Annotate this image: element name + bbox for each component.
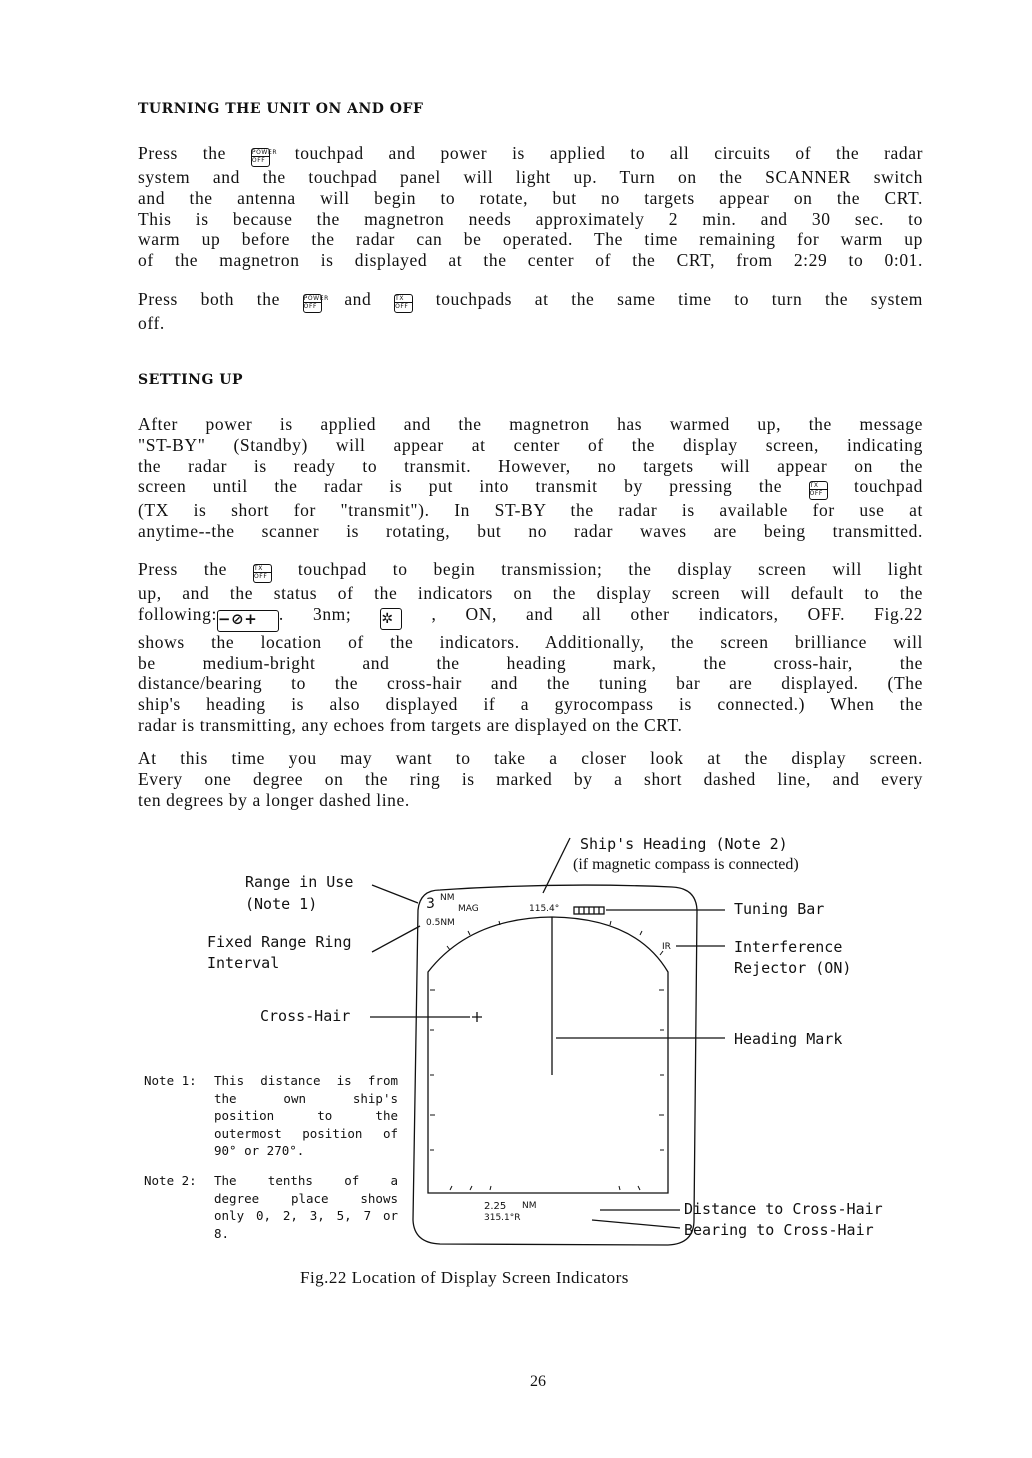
screen-outline: [413, 885, 697, 1245]
label-cross-hair: Cross-Hair: [260, 1007, 351, 1025]
text: ship's heading is also displayed if a gyrocompass is connected.) When the: [138, 694, 923, 715]
text: be medium-bright and the heading mark, the cross-hair, the: [138, 652, 923, 673]
screen-range: 3: [426, 896, 435, 912]
screen-range-unit: NM: [440, 893, 455, 903]
text: system and the touchpad panel will light up. Turn on the SCANNER switch: [138, 167, 923, 187]
cross-hair-mark: [472, 1012, 482, 1022]
text: position to the: [214, 1108, 398, 1123]
note-2: [144, 1172, 398, 1241]
tx-off-touchpad-icon: TX OFF: [253, 564, 272, 583]
text: and the antenna will begin to rotate, but no targets appear on the CRT.: [138, 187, 923, 208]
text: touchpad to begin transmission; the display screen will light: [297, 559, 923, 579]
text: (TX is short for "transmit"). In ST-BY the radar is available for use at: [138, 500, 923, 521]
text: outermost position of: [214, 1125, 398, 1141]
tx-off-touchpad-icon: TX OFF: [809, 481, 828, 500]
power-off-touchpad-icon: POWER OFF: [251, 148, 270, 167]
screen-distance-unit: NM: [522, 1201, 537, 1211]
screen-ring-interval: 0.5NM: [426, 918, 455, 928]
display-area-outline: [428, 917, 668, 1193]
note-label: Note 1:: [144, 1073, 197, 1088]
text: ten degrees by a longer dashed line.: [138, 789, 410, 810]
text: Every one degree on the ring is marked by a short dashed line, and every: [138, 768, 923, 789]
label-distance: Distance to Cross-Hair: [684, 1200, 883, 1218]
screen-ir-indicator: IR: [662, 942, 671, 952]
screen-heading-value: 115.4°: [529, 904, 560, 914]
note-label: Note 2:: [144, 1173, 197, 1188]
text: and: [344, 289, 372, 309]
text: the own ship's: [214, 1090, 398, 1106]
text: After power is applied and the magnetron has warmed up, the message: [138, 414, 923, 434]
text: following:: [138, 603, 217, 624]
label-interval: Interval: [207, 954, 280, 972]
text: warm up before the radar can be operated. The time remaining for warm up: [138, 229, 923, 250]
text: shows the location of the indicators. Additionally, the screen brilliance will: [138, 631, 923, 652]
text: screen until the radar is put into transmit by pressing the: [138, 476, 783, 497]
label-heading-mark: Heading Mark: [734, 1030, 843, 1048]
text: of the magnetron is displayed at the center of the CRT, from 2:29 to 0:01.: [138, 250, 923, 271]
text: At this time you may want to take a closer look at the display screen.: [138, 748, 923, 768]
screen-distance: 2.25: [484, 1201, 507, 1212]
text: 8.: [214, 1225, 230, 1241]
text: This is because the magnetron needs approximately 2 min. and 30 sec. to: [138, 208, 923, 229]
label-ships-heading: Ship's Heading (Note 2): [580, 835, 788, 853]
label-fixed-range-ring: Fixed Range Ring: [207, 933, 352, 951]
label-rejector-on: Rejector (ON): [734, 959, 852, 977]
text: , ON, and all other indicators, OFF. Fig.22: [431, 603, 923, 624]
text: The tenths of a: [214, 1173, 398, 1188]
screen-mag: MAG: [458, 904, 479, 914]
text: distance/bearing to the cross-hair and the tuning bar are displayed. (The: [138, 673, 923, 694]
heading-setting-up: SETTING UP: [138, 372, 244, 388]
text: up, and the status of the indicators on the display screen will default to the: [138, 583, 923, 603]
label-tuning-bar: Tuning Bar: [734, 900, 825, 918]
text: off.: [138, 313, 165, 333]
text: Press the: [138, 143, 226, 163]
text: anytime--the scanner is rotating, but no radar waves are being transmitted.: [138, 521, 923, 542]
text: This distance is from: [214, 1073, 398, 1088]
label-range-in-use: Range in Use: [245, 873, 354, 891]
tx-off-touchpad-icon: TX OFF: [394, 294, 413, 313]
text: "ST-BY" (Standby) will appear at center of the display screen, indicating: [138, 434, 923, 455]
power-off-touchpad-icon: POWER OFF: [303, 294, 322, 313]
text: degree place shows: [214, 1190, 398, 1206]
heading-turning-on-off: TURNING THE UNIT ON AND OFF: [138, 101, 424, 117]
text: touchpads at the same time to turn the system: [435, 289, 924, 309]
screen-bearing: 315.1°R: [484, 1213, 521, 1223]
interference-rejector-touchpad-icon: ✲: [380, 608, 402, 630]
range-touchpad-icon: −⊘+: [217, 610, 279, 632]
label-note1-ref: (Note 1): [245, 895, 318, 913]
label-ships-heading-note: (if magnetic compass is connected): [573, 856, 799, 873]
text: 90° or 270°.: [214, 1143, 305, 1158]
text: touchpad: [854, 476, 923, 497]
text: only 0, 2, 3, 5, 7 or: [214, 1208, 398, 1223]
page-number: 26: [530, 1373, 546, 1390]
text: the radar is ready to transmit. However, no targets will appear on the: [138, 455, 923, 476]
text: touchpad and power is applied to all circuits of the radar: [294, 143, 924, 163]
figure-caption: Fig.22 Location of Display Screen Indicators: [300, 1268, 629, 1287]
note-1: [144, 1072, 398, 1158]
text: Press both the: [138, 289, 280, 309]
text: radar is transmitting, any echoes from targets are displayed on the CRT.: [138, 714, 683, 735]
text: Press the: [138, 559, 228, 579]
text: . 3nm;: [278, 603, 352, 624]
label-interference: Interference: [734, 938, 843, 956]
label-bearing: Bearing to Cross-Hair: [684, 1221, 874, 1239]
